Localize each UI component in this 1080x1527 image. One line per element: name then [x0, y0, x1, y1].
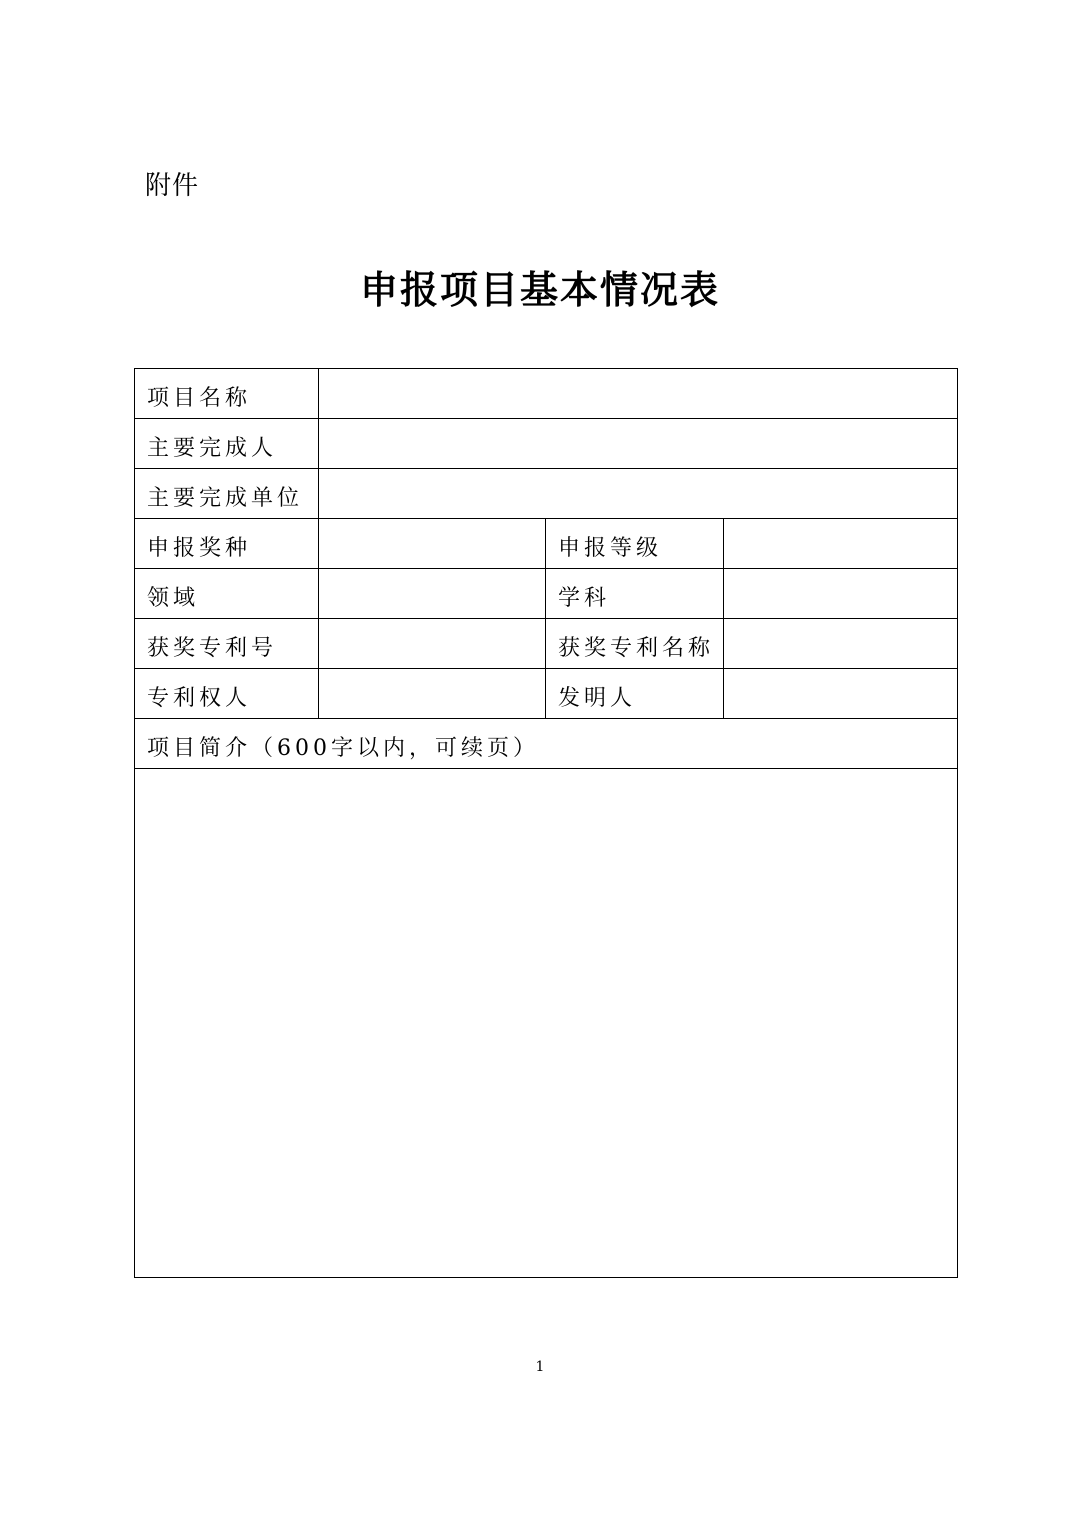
page-title: 申报项目基本情况表	[359, 267, 720, 312]
award-type-field[interactable]	[319, 519, 546, 569]
table-row	[135, 369, 958, 419]
patent-number-label: 获奖专利号	[147, 636, 278, 661]
patentee-field[interactable]	[319, 669, 546, 719]
inventor-label-cell	[546, 669, 724, 719]
discipline-label: 学科	[558, 586, 611, 611]
table-row	[135, 769, 958, 1278]
patent-name-label-cell	[546, 619, 724, 669]
attachment-label: 附件	[145, 171, 200, 201]
project-summary-label: 项目简介（600字以内，可续页）	[147, 736, 539, 761]
patent-name-label: 获奖专利名称	[558, 636, 715, 661]
patentee-label: 专利权人	[147, 686, 252, 711]
patent-number-label-cell	[135, 619, 319, 669]
main-units-label: 主要完成单位	[147, 486, 304, 511]
award-type-label: 申报奖种	[147, 536, 252, 561]
field-label-cell	[135, 569, 319, 619]
project-name-label: 项目名称	[147, 386, 252, 411]
table-row	[135, 519, 958, 569]
project-summary-label-cell	[135, 719, 958, 769]
project-name-label-cell	[135, 369, 319, 419]
award-type-label-cell	[135, 519, 319, 569]
table-row	[135, 719, 958, 769]
patentee-label-cell	[135, 669, 319, 719]
table-row	[135, 619, 958, 669]
main-completers-label-cell	[135, 419, 319, 469]
patent-name-field[interactable]	[724, 619, 958, 669]
table-row	[135, 469, 958, 519]
main-units-field[interactable]	[319, 469, 958, 519]
inventor-label: 发明人	[558, 686, 637, 711]
main-completers-field[interactable]	[319, 419, 958, 469]
field-input[interactable]	[319, 569, 546, 619]
patent-number-field[interactable]	[319, 619, 546, 669]
table-row	[135, 669, 958, 719]
table-row	[135, 419, 958, 469]
main-units-label-cell	[135, 469, 319, 519]
main-completers-label: 主要完成人	[147, 436, 278, 461]
table-row	[135, 569, 958, 619]
project-name-field[interactable]	[319, 369, 958, 419]
page-number: 1	[535, 1359, 545, 1375]
inventor-field[interactable]	[724, 669, 958, 719]
award-level-label-cell	[546, 519, 724, 569]
project-summary-field[interactable]	[135, 769, 958, 1278]
award-level-label: 申报等级	[558, 536, 663, 561]
discipline-field[interactable]	[724, 569, 958, 619]
discipline-label-cell	[546, 569, 724, 619]
award-level-field[interactable]	[724, 519, 958, 569]
field-label: 领域	[147, 586, 200, 611]
project-info-table	[134, 368, 958, 1278]
